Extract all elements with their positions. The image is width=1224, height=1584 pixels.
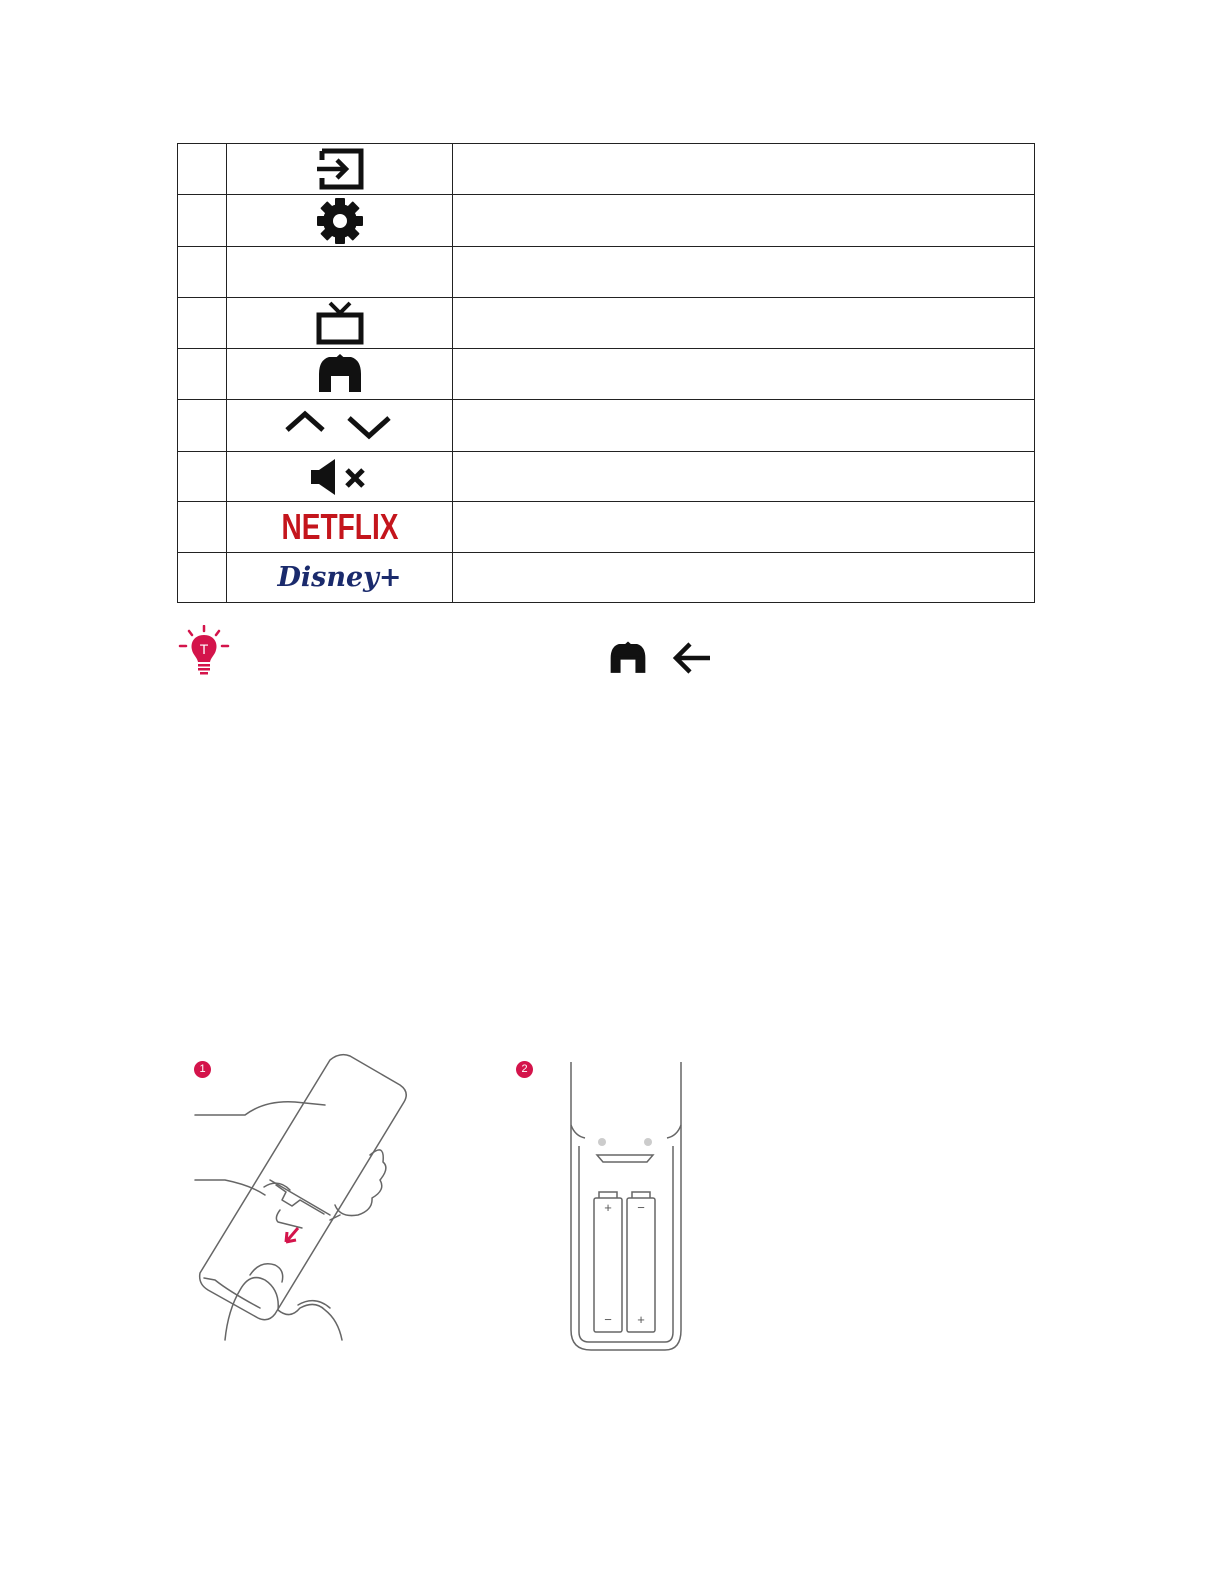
live-tv-icon bbox=[314, 301, 366, 345]
key-row-settings bbox=[178, 195, 1035, 247]
key-icon-cell bbox=[227, 144, 453, 195]
bulb-letter: T bbox=[199, 641, 209, 657]
key-icon-cell bbox=[227, 247, 453, 298]
key-number bbox=[178, 298, 227, 349]
key-icon-cell bbox=[227, 502, 453, 553]
home-icon bbox=[317, 354, 363, 394]
key-number bbox=[178, 349, 227, 400]
home-icon bbox=[609, 641, 647, 675]
key-description bbox=[453, 553, 1035, 603]
key-description bbox=[453, 195, 1035, 247]
key-icon-cell bbox=[227, 452, 453, 502]
polarity-plus-left: + bbox=[604, 1200, 612, 1215]
settings-gear-icon bbox=[315, 197, 365, 245]
key-row-home bbox=[178, 349, 1035, 400]
remote-back-cover-removal-illustration bbox=[190, 1050, 420, 1345]
key-row-live-tv bbox=[178, 298, 1035, 349]
key-row-netflix bbox=[178, 502, 1035, 553]
step-badge-2: 2 bbox=[516, 1061, 533, 1078]
key-icon-cell bbox=[227, 195, 453, 247]
key-row-blank bbox=[178, 247, 1035, 298]
key-description bbox=[453, 298, 1035, 349]
key-description bbox=[453, 400, 1035, 452]
key-number bbox=[178, 452, 227, 502]
key-row-input bbox=[178, 144, 1035, 195]
key-icon-cell bbox=[227, 400, 453, 452]
remote-battery-compartment-illustration bbox=[565, 1060, 690, 1355]
key-description bbox=[453, 144, 1035, 195]
key-icon-cell bbox=[227, 349, 453, 400]
polarity-minus-right: − bbox=[637, 1200, 645, 1215]
key-icon-cell bbox=[227, 298, 453, 349]
key-number bbox=[178, 400, 227, 452]
key-description bbox=[453, 349, 1035, 400]
key-row-disney bbox=[178, 553, 1035, 603]
lightbulb-tip-icon bbox=[177, 625, 231, 677]
remote-keys-table bbox=[177, 143, 1035, 603]
polarity-minus-left: − bbox=[604, 1312, 612, 1327]
mute-icon bbox=[309, 457, 371, 497]
step-badge-1: 1 bbox=[194, 1061, 211, 1078]
key-description bbox=[453, 502, 1035, 553]
key-row-mute bbox=[178, 452, 1035, 502]
key-description bbox=[453, 247, 1035, 298]
key-number bbox=[178, 195, 227, 247]
key-row-channel bbox=[178, 400, 1035, 452]
key-description bbox=[453, 452, 1035, 502]
polarity-plus-right: + bbox=[637, 1312, 645, 1327]
disney-plus-logo: Disney+ bbox=[277, 561, 402, 593]
key-number bbox=[178, 553, 227, 603]
channel-up-down-icon bbox=[285, 408, 395, 444]
key-number bbox=[178, 502, 227, 553]
key-number bbox=[178, 144, 227, 195]
key-number bbox=[178, 247, 227, 298]
back-arrow-icon bbox=[672, 641, 712, 675]
key-icon-cell bbox=[227, 553, 453, 603]
input-icon bbox=[315, 147, 365, 191]
tip-note bbox=[177, 625, 1037, 680]
netflix-logo: NETFLIX bbox=[281, 506, 398, 547]
